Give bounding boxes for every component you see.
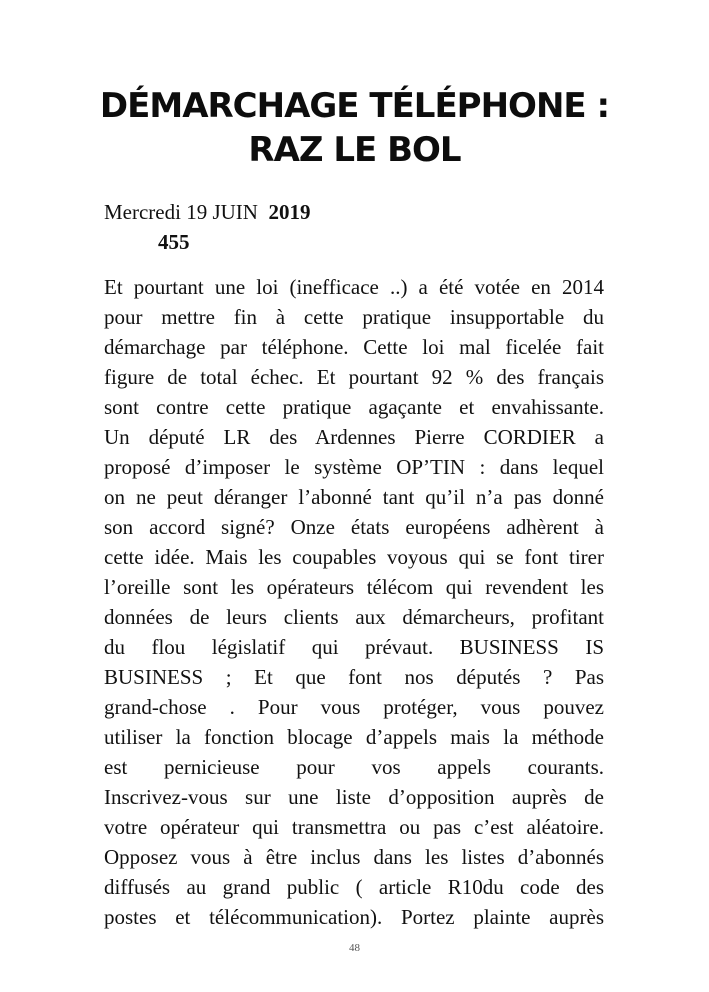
title-line-1: DÉMARCHAGE TÉLÉPHONE : [99,86,610,126]
body-line: utiliser la fonction blocage d’appels mais la méthode [104,725,604,749]
body-line: son accord signé? Onze états européens adhèrent à [104,515,604,539]
body-line: votre opérateur qui transmettra ou pas c’est aléatoire. [104,815,604,839]
body-line: du flou législatif qui prévaut. BUSINESS IS [104,635,604,659]
body-line: proposé d’imposer le système OP’TIN : dans lequel [104,455,604,479]
body-line: BUSINESS ; Et que font nos députés ? Pas [104,665,604,689]
body-line: postes et télécommunication). Portez plainte auprès [104,905,604,929]
body-line: est pernicieuse pour vos appels courants. [104,755,604,779]
title-line-2: RAZ LE BOL [248,130,461,170]
body-line: on ne peut déranger l’abonné tant qu’il n’a pas donné [104,485,604,509]
body-line: données de leurs clients aux démarcheurs, profitant [104,605,604,629]
article-body [104,272,604,932]
page-number: 48 [349,942,360,954]
body-line: Un député LR des Ardennes Pierre CORDIER a [104,425,604,449]
body-line: grand-chose . Pour vous protéger, vous pouvez [104,695,604,719]
body-line: démarchage par téléphone. Cette loi mal ficelée fait [104,335,604,359]
body-line: Opposez vous à être inclus dans les listes d’abonnés [104,845,604,869]
article-number: 455 [158,230,190,254]
date-text: Mercredi 19 JUIN [104,200,269,224]
body-line: cette idée. Mais les coupables voyous qui se font tirer [104,545,604,569]
page-title [60,84,649,172]
body-line: figure de total échec. Et pourtant 92 % des français [104,365,604,389]
body-line: pour mettre fin à cette pratique insupportable du [104,305,604,329]
body-line: diffusés au grand public ( article R10du code des [104,875,604,899]
body-line: sont contre cette pratique agaçante et envahissante. [104,395,604,419]
body-line: Et pourtant une loi (inefficace ..) a été votée en 2014 [104,275,604,299]
body-line: Inscrivez-vous sur une liste d’opposition auprès de [104,785,604,809]
date-year: 2019 [268,200,311,224]
body-line: l’oreille sont les opérateurs télécom qui revendent les [104,575,604,599]
article-date [104,198,310,226]
